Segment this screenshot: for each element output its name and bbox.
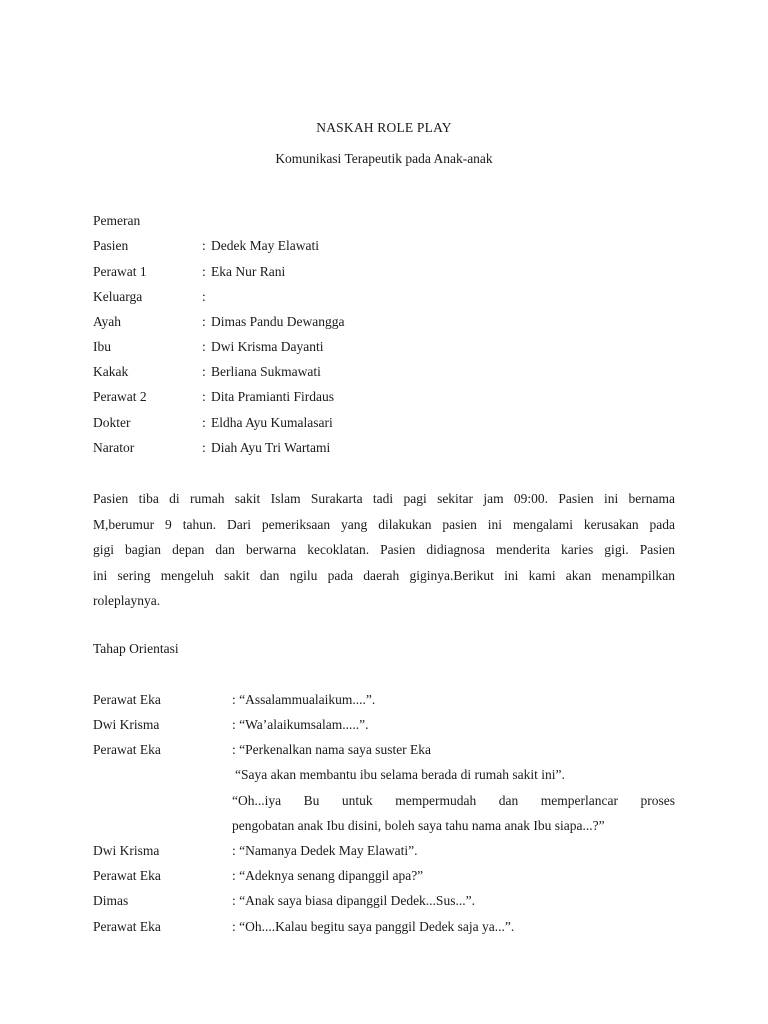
cast-role: Pasien — [93, 238, 129, 253]
cast-name: Dita Pramianti Firdaus — [211, 389, 334, 404]
dialogue-speaker: Dwi Krisma — [93, 717, 160, 732]
cast-name: Eldha Ayu Kumalasari — [211, 415, 333, 430]
section-heading: Tahap Orientasi — [93, 641, 179, 656]
dialogue-text: : “Wa’alaikumsalam.....”. — [232, 717, 369, 732]
paragraph-line: roleplaynya. — [93, 593, 161, 608]
dialogue-speaker: Perawat Eka — [93, 868, 161, 883]
cast-role: Perawat 1 — [93, 264, 147, 279]
dialogue-text: : “Anak saya biasa dipanggil Dedek...Sus...”. — [232, 893, 475, 908]
cast-name: Eka Nur Rani — [211, 264, 286, 279]
cast-separator: : — [202, 389, 206, 404]
document-subtitle: Komunikasi Terapeutik pada Anak-anak — [275, 151, 493, 166]
cast-separator: : — [202, 364, 206, 379]
paragraph-line: Pasien tiba di rumah sakit Islam Surakarta tadi pagi sekitar jam 09:00. Pasien ini bernama — [93, 491, 675, 506]
dialogue-continuation: pengobatan anak Ibu disini, boleh saya tahu nama anak Ibu siapa...?” — [232, 818, 605, 833]
cast-role: Kakak — [93, 364, 129, 379]
dialogue-text: : “Assalammualaikum....”. — [232, 692, 376, 707]
document-title: NASKAH ROLE PLAY — [316, 120, 452, 135]
cast-role: Narator — [93, 440, 135, 455]
paragraph-line: ini sering mengeluh sakit dan ngilu pada daerah giginya.Berikut ini kami akan menampilkan — [93, 567, 675, 583]
dialogue-text: : “Adeknya senang dipanggil apa?” — [232, 868, 424, 883]
paragraph-line: M,berumur 9 tahun. Dari pemeriksaan yang dilakukan pasien ini mengalami kerusakan pada — [93, 516, 675, 532]
dialogue-continuation: “Saya akan membantu ibu selama berada di rumah sakit ini”. — [235, 767, 565, 782]
intro-paragraph — [93, 486, 675, 614]
cast-name: Dedek May Elawati — [211, 238, 319, 253]
dialogue-speaker: Perawat Eka — [93, 742, 161, 757]
cast-separator: : — [202, 440, 206, 455]
dialogue-speaker: Perawat Eka — [93, 692, 161, 707]
cast-separator: : — [202, 289, 206, 304]
cast-role: Ibu — [93, 339, 111, 354]
paragraph-line: gigi bagian depan dan berwarna kecoklatan. Pasien didiagnosa menderita karies gigi. Pasien — [93, 542, 675, 557]
dialogue-speaker: Dimas — [93, 893, 129, 908]
cast-role: Ayah — [93, 314, 122, 329]
dialogue-text: : “Namanya Dedek May Elawati”. — [232, 843, 418, 858]
cast-name: Dwi Krisma Dayanti — [211, 339, 324, 354]
cast-role: Keluarga — [93, 289, 143, 304]
cast-separator: : — [202, 314, 206, 329]
dialogue-speaker: Perawat Eka — [93, 919, 161, 934]
dialogue-speaker: Dwi Krisma — [93, 843, 160, 858]
cast-name: Berliana Sukmawati — [211, 364, 321, 379]
cast-role: Dokter — [93, 415, 131, 430]
cast-name: Diah Ayu Tri Wartami — [211, 440, 331, 455]
cast-role: Perawat 2 — [93, 389, 147, 404]
dialogue-text: : “Oh....Kalau begitu saya panggil Dedek saja ya...”. — [232, 919, 515, 934]
cast-separator: : — [202, 264, 206, 279]
cast-heading: Pemeran — [93, 213, 141, 228]
dialogue-continuation: “Oh...iya Bu untuk mempermudah dan memperlancar proses — [232, 793, 675, 808]
cast-separator: : — [202, 415, 206, 430]
cast-separator: : — [202, 339, 206, 354]
cast-separator: : — [202, 238, 206, 253]
cast-name: Dimas Pandu Dewangga — [211, 314, 345, 329]
dialogue-text: : “Perkenalkan nama saya suster Eka — [232, 742, 432, 757]
